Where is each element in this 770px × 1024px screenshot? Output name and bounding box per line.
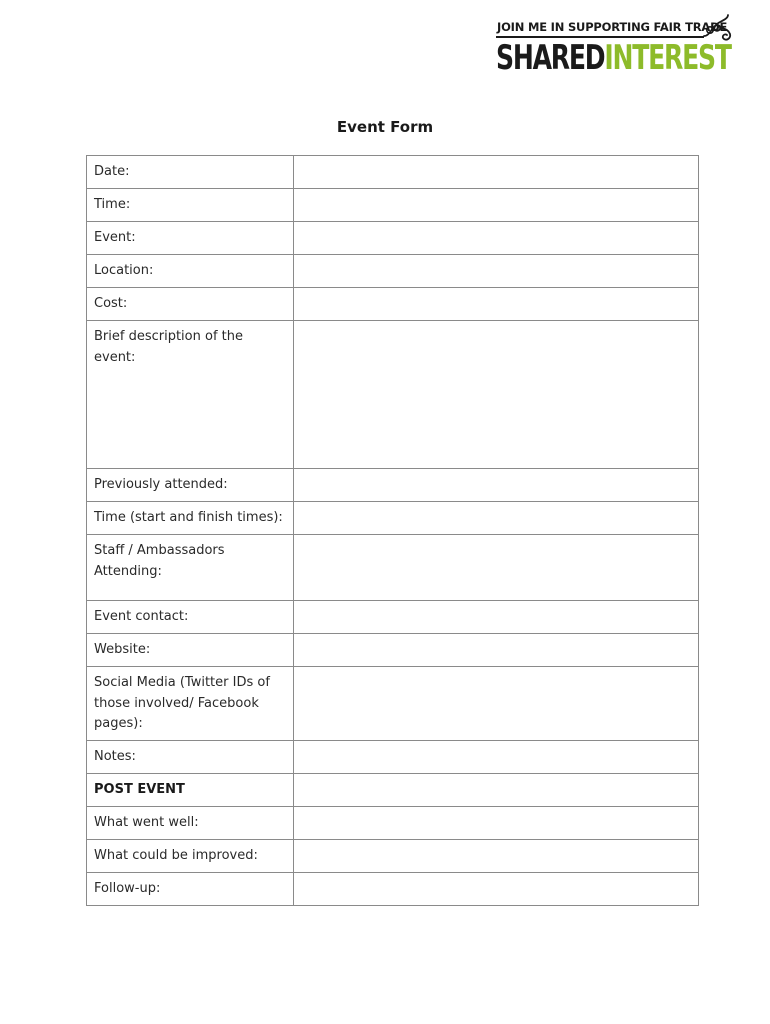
form-row-label: Date:	[87, 156, 294, 189]
form-row-value-field[interactable]	[294, 189, 699, 222]
form-row	[87, 321, 699, 469]
form-row-value-field[interactable]	[294, 255, 699, 288]
form-row-label: What went well:	[87, 807, 294, 840]
form-row	[87, 222, 699, 255]
form-row-value-field[interactable]	[294, 321, 699, 469]
form-row-label: Social Media (Twitter IDs of those involved/ Facebook pages):	[87, 667, 294, 741]
form-row-label: Notes:	[87, 741, 294, 774]
form-row-value-field[interactable]	[294, 873, 699, 906]
form-row-label: Time:	[87, 189, 294, 222]
logo-brand	[496, 38, 731, 78]
form-row-label: What could be improved:	[87, 840, 294, 873]
form-row	[87, 667, 699, 741]
form-row-label: Website:	[87, 634, 294, 667]
form-row	[87, 502, 699, 535]
form-row-value-field[interactable]	[294, 502, 699, 535]
form-row-label: Follow-up:	[87, 873, 294, 906]
form-row	[87, 255, 699, 288]
form-row-value-field[interactable]	[294, 807, 699, 840]
form-row-label: Cost:	[87, 288, 294, 321]
form-row	[87, 741, 699, 774]
form-row	[87, 535, 699, 601]
form-row-value-field[interactable]	[294, 288, 699, 321]
form-row	[87, 469, 699, 502]
logo-brand-interest: INTEREST	[604, 38, 731, 78]
form-row-value-field[interactable]	[294, 741, 699, 774]
form-row-value-field[interactable]	[294, 774, 699, 807]
shared-interest-logo	[494, 14, 739, 84]
form-row-label: Event contact:	[87, 601, 294, 634]
logo-brand-shared: SHARED	[496, 38, 605, 78]
form-row-value-field[interactable]	[294, 222, 699, 255]
form-row-value-field[interactable]	[294, 634, 699, 667]
form-row-value-field[interactable]	[294, 469, 699, 502]
form-row-label: POST EVENT	[87, 774, 294, 807]
event-form-table	[86, 155, 699, 906]
form-title: Event Form	[336, 118, 434, 136]
form-row-label: Brief description of the event:	[87, 321, 294, 469]
form-row	[87, 634, 699, 667]
form-row-value-field[interactable]	[294, 601, 699, 634]
form-row-label: Event:	[87, 222, 294, 255]
logo-tagline: JOIN ME IN SUPPORTING FAIR TRADE	[497, 20, 728, 34]
form-row	[87, 774, 699, 807]
form-row-label: Staff / Ambassadors Attending:	[87, 535, 294, 601]
form-row-value-field[interactable]	[294, 535, 699, 601]
form-row	[87, 873, 699, 906]
form-row	[87, 189, 699, 222]
form-row	[87, 288, 699, 321]
form-row	[87, 156, 699, 189]
form-row-label: Time (start and finish times):	[87, 502, 294, 535]
form-row-label: Previously attended:	[87, 469, 294, 502]
form-row-value-field[interactable]	[294, 840, 699, 873]
form-row-label: Location:	[87, 255, 294, 288]
form-row-value-field[interactable]	[294, 156, 699, 189]
form-row	[87, 840, 699, 873]
form-row-value-field[interactable]	[294, 667, 699, 741]
form-row	[87, 807, 699, 840]
form-row	[87, 601, 699, 634]
